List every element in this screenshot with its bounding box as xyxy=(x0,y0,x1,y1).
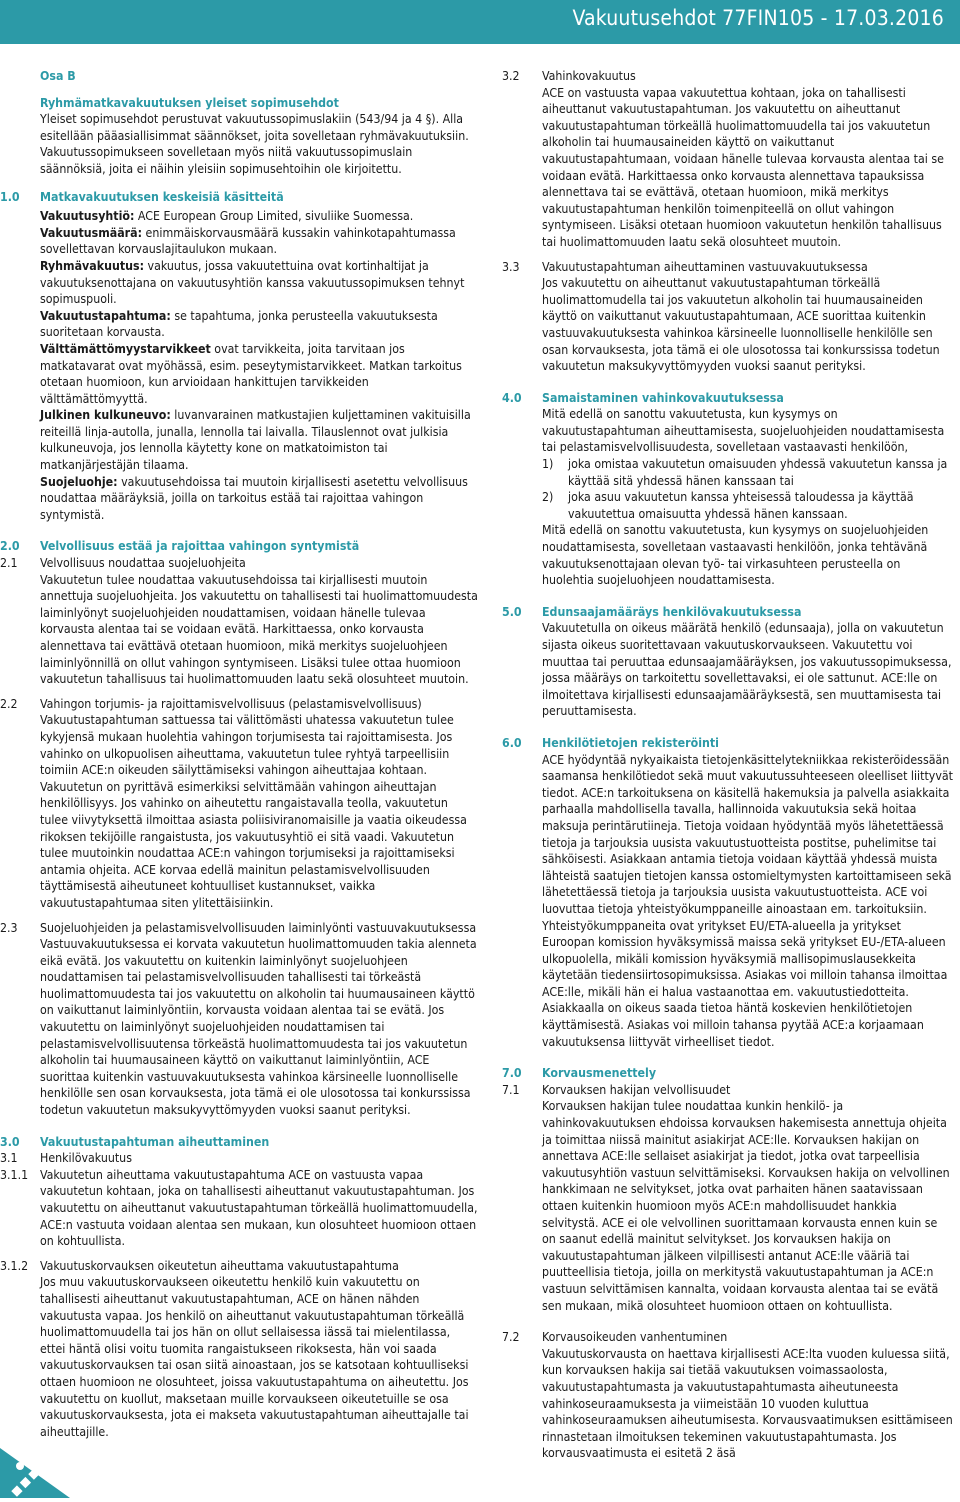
definition-item xyxy=(40,258,478,308)
section-7-number: 7.0 xyxy=(502,1066,522,1081)
subsection-number: 7.2 xyxy=(502,1330,520,1345)
subsection-3-1 xyxy=(0,1150,478,1167)
section-2-title: Velvollisuus estää ja rajoittaa vahingon syntymistä xyxy=(40,539,360,554)
subsection-3-3 xyxy=(502,259,954,375)
section-3-title: Vakuutustapahtuman aiheuttaminen xyxy=(40,1134,270,1149)
subsection-number: 7.1 xyxy=(502,1082,520,1097)
section-6-title: Henkilötietojen rekisteröinti xyxy=(542,735,719,750)
definition-text: luvanvarainen matkustajien kuljettaminen vakituisilla reiteillä linja-autolla, junalla, lennolla tai laivalla. Tilauslennot ovat julkisia kulkuneuvoja, jos lennolla käytetty kone on matkatoimiston tai matkanjärjestäjän tilaama. xyxy=(40,408,471,473)
section-7-title: Korvausmenettely xyxy=(542,1066,657,1081)
subsection-number: 2.3 xyxy=(0,920,18,935)
list-item-text: joka omistaa vakuutetun omaisuuden yhdessä vakuutetun kanssa ja käyttää sitä yhdessä hänen kanssaan tai xyxy=(568,457,948,488)
definition-text: vakuutusehdoissa tai muutoin kirjallisesti asetettu velvollisuus noudattaa määräyksiä, joilla on tarkoitus estää tai rajoittaa vahingon syntymistä. xyxy=(40,474,468,522)
subsection-title: Vahinkovakuutus xyxy=(542,69,636,83)
subsection-text: Korvauksen hakijan tulee noudattaa kunkin henkilö- ja vahinkovakuutuksen ehdoissa korvauksen hakemisesta annettuja ohjeita ja toimittaa niissä mainitut asiakirjat ACE:lle. Korvauksen hakijan on annettava ACE:lle sellaiset asiakirjat ja tiedot, jotka ovat tarpeellisia vakuutusyhtiön vastuun selvittämiseksi. Korvauksen hakija on velvollinen hankkimaan ne selvitykset, jotka ovat parhaiten hänen saatavissaan ottaen kuitenkin huomioon myös ACE:n mahdollisuudet hankkia selvitystä. ACE ei ole velvollinen suorittamaan korvausta ennen kuin se on saanut edellä mainitut selvitykset. Jos korvauksen hakija on vakuutustapahtuman jälkeen vilpillisesti antanut ACE:lle vääriä tai puutteellisia tietoja, joilla on merkitystä vakuutustapahtuman ja ACE:n vastuun selvittämisen kannalta, voidaan korvausta alentaa tai se evätä sen mukaan, mikä olosuhteet huomioon ottaen on kohtuullista. xyxy=(542,1099,950,1313)
subsection-number: 2.2 xyxy=(0,696,18,711)
subsection-7-1 xyxy=(502,1082,954,1314)
definition-item xyxy=(40,407,478,473)
subsection-number: 3.1.1 xyxy=(0,1167,29,1182)
right-column xyxy=(502,68,954,1462)
definition-term: Vakuutustapahtuma: xyxy=(40,308,171,323)
definition-term: Välttämättömyystarvikkeet xyxy=(40,341,211,356)
section-1 xyxy=(0,189,478,524)
subsection-number: 3.2 xyxy=(502,69,520,83)
subsection-title: Velvollisuus noudattaa suojeluohjeita xyxy=(40,556,246,571)
definition-text: se tapahtuma, jonka perusteella vakuutuksesta suoritetaan korvausta. xyxy=(40,308,438,340)
section-4-title: Samaistaminen vahinkovakuutuksessa xyxy=(542,390,784,405)
definition-text: ovat tarvikkeita, joita tarvitaan jos matkatavarat ovat myöhässä, esim. peseytymistarvikkeet. Matkan tarkoitus otetaan huomioon, kun arvioidaan hankittujen tarvikkeiden välttämättömyyttä. xyxy=(40,341,462,406)
subsection-text: ACE on vastuusta vapaa vakuutettua kohtaan, joka on tahallisesti aiheuttanut vakuutustapahtuman. Jos vakuutettu on aiheuttanut vakuutustapahtuman törkeällä huolimattomuudella tai jos vakuutetun alkoholin tai huumausaineiden käyttö on vaikuttanut vakuutustapahtumaan, voidaan hänelle tulevaa korvausta alentaa tai se voidaan evätä. Harkittaessa onko korvausta alennettava tapauksissa alennettava tai se evättävä, otetaan huomioon, mikä merkitys vakuutustapahtuman henkilön toimenpiteellä on ollut vahingon syntymiseen. Lisäksi otetaan huomioon vakuutetun henkilön tahallisuus tai huolimattomuuden laatu sekä olosuhteet muutoin. xyxy=(542,85,944,249)
subsection-title: Vakuutetun aiheuttama vakuutustapahtuma ACE on vastuusta vapaa xyxy=(40,1167,424,1182)
definition-term: Vakuutusmäärä: xyxy=(40,225,143,240)
subsection-text: Vakuutustapahtuman sattuessa tai välittömästi uhatessa vakuutetun tulee kykyjensä mukaan huolehtia vahingon torjumisesta tai rajoittamisesta. Jos vahinko on ulkopuolisen aiheuttama, vakuutetun tulee ryhtyä tarpeellisiin toimiin ACE:n oikeuden säilyttämiseksi vahingon aiheuttajaa kohtaan. Vakuutetun on pyrittävä esimerkiksi selvittämään vahingon aiheuttajan henkilöllisyys. Jos vahinko on aiheutettu rangaistavalla teolla, vakuutetun tulee viivytyksettä ilmoittaa asiasta poliisiviranomaisille ja vaatia oikeudessa rikoksen tekijöille rangaistusta, jos vakuutusyhtiö ei sitä vaadi. Vakuutetun tulee muutoinkin noudattaa ACE:n vahingon torjumiseksi ja rajoittamiseksi antamia ohjeita. ACE korvaa edellä mainitun pelastamisvelvollisuuden täyttämisestä aiheutuneet kohtuulliset kustannukset, vaikka vakuutustapahtumaa siten ylitettäisiinkin. xyxy=(40,713,467,910)
section-6-number: 6.0 xyxy=(502,735,522,750)
subsection-3-1-1 xyxy=(0,1167,478,1250)
subsection-title: Henkilövakuutus xyxy=(40,1151,132,1166)
section-2-number: 2.0 xyxy=(0,539,20,554)
definition-term: Julkinen kulkuneuvo: xyxy=(40,408,171,423)
definition-text: ACE European Group Limited, sivuliike Suomessa. xyxy=(134,209,414,224)
subsection-number: 3.1 xyxy=(0,1151,18,1166)
definition-item xyxy=(40,308,478,341)
section-2 xyxy=(0,538,478,555)
section-6 xyxy=(502,735,954,1050)
subsection-7-2 xyxy=(502,1329,954,1462)
section-4-text: Mitä edellä on sanottu vakuutetusta, kun kysymys on vakuutustapahtuman aiheuttamisesta, suojeluohjeiden noudattamisesta tai pelastamisvelvollisuudesta, sovelletaan vastaavasti henkilöön, xyxy=(542,407,945,455)
list-item xyxy=(542,456,954,489)
subsection-title: Korvausoikeuden vanhentuminen xyxy=(542,1330,728,1345)
subsection-number: 2.1 xyxy=(0,556,18,571)
definition-term: Vakuutusyhtiö: xyxy=(40,209,135,224)
section-7 xyxy=(502,1065,954,1082)
section-6-text: ACE hyödyntää nykyaikaista tietojenkäsittelytekniikkaa rekisteröidessään saamansa henkilötiedot sekä muut vakuutussuhteeseen oleelliset liittyvät tiedot. ACE:n tarkoituksena on käsitellä hakemuksia ja palvella asiakkaita parhaalla mahdollisella tavalla, hallinnoida vakuutuksia sekä hoitaa maksuja perintärutiineja. Tietoja voidaan hyödyntää myös lähetettäessä tietoja ja tarjouksia uusista vakuutustuotteista postitse, puhelimitse tai sähköisesti. Asiakkaan antamia tietoja voidaan käyttää yhdessä muista lähteistä saatujen tietojen kanssa ostomieltymysten kartoittamiseen sekä lähetettäessä tietoja ja tarjouksia uusista vakuutustuotteista. ACE voi luovuttaa tietoja yhteistyökumppaneille ainoastaan em. tarkoituksiin. Yhteistyökumppaneita ovat yritykset EU/ETA-alueella ja yritykset Euroopan komission hyväksymissä maissa sekä yritykset EU-/ETA-alueen ulkopuolella, mikäli komission hyväksymiä mallisopimuslausekkeita käytetään tiedensiirtosopimuksissa. Asiakas voi milloin tahansa ilmoittaa ACE:lle, mikäli hän ei halua vastaanottaa em. vakuutustiedotteita. Asiakkaalla on oikeus saada tietoa häntä koskevien henkilötietojen käyttämisestä. Asiakas voi milloin tahansa pyytää ACE:a korjaamaan vakuutuksensa liittyvät virheelliset tiedot. xyxy=(542,752,954,1049)
section-1-title: Matkavakuutuksen keskeisiä käsitteitä xyxy=(40,189,284,204)
subsection-text: Vakuutuskorvausta on haettava kirjallisesti ACE:lta vuoden kuluessa siitä, kun korvauksen hakija sai tietää vakuutuksen voimassaolosta, vakuutustapahtumasta ja vakuutustapahtumasta aiheutuneesta vahinkoseuraamuksesta ja viimeistään 10 vuoden kuluttua vahinkoseuraamuksen aiheutumisesta. Korvausvaatimuksen esittämiseen rinnastetaan ilmoituksen tekeminen vakuutustapahtumasta. Jos korvausvaatimusta ei esitetä 2 äsä xyxy=(542,1346,953,1461)
section-4 xyxy=(502,390,954,589)
subsection-text: Vakuutetun tulee noudattaa vakuutusehdoissa tai kirjallisesti muutoin annettuja suojeluohjeita. Jos vakuutettu on tahallisesti tai huolimattomuudesta laiminlyönyt suojeluohjeiden noudattamisen, voidaan hänelle tulevaa korvausta alentaa tai se voidaan evätä. Harkittaessa, onko korvausta alennettava tai evättävä otetaan huomioon, mikä merkitys suojeluohjeen laiminlyönnillä on ollut vahingon syntymiseen. Lisäksi tulee ottaa huomioon vakuutetun tahallisuus tai huolimattomuuden laatu sekä olosuhteet muutoin. xyxy=(40,572,478,687)
subsection-2-2 xyxy=(0,696,478,912)
part-label: Osa B xyxy=(40,69,76,83)
section-5-text: Vakuutetulla on oikeus määrätä henkilö (edunsaaja), jolla on vakuutetun sijasta oikeus suoritettavaan vakuutuskorvaukseen. Vakuutettu voi muuttaa tai peruuttaa edunsaajamääräyksen, jos vakuutussopimuksessa, jossa määräys on tarkoitettu sovellettavaksi, ei ole sattunut. ACE:lle on ilmoitettava kirjallisesti edunsaajamääräyksestä, sen muuttamisesta tai peruuttamisesta. xyxy=(542,621,952,719)
subsection-number: 3.3 xyxy=(502,259,520,274)
subsection-text: vakuutetun kohtaan, joka on tahallisesti aiheuttanut vakuutustapahtuman. Jos vakuutettu on aiheuttanut vakuutustapahtuman törkeällä huolimattomuudella, ACE:n vastuuta voidaan alentaa sen mukaan, kun olosuhteet huomioon ottaen on kohtuullista. xyxy=(40,1184,478,1249)
subsection-2-1 xyxy=(0,555,478,688)
list-item-number: 2) xyxy=(542,490,554,505)
definition-item xyxy=(40,208,478,225)
section-5-title: Edunsaajamääräys henkilövakuutuksessa xyxy=(542,604,802,619)
subsection-title: Vakuutuskorvauksen oikeutetun aiheuttama vakuutustapahtuma xyxy=(40,1258,399,1273)
subsection-text: Jos muu vakuutuskorvaukseen oikeutettu henkilö kuin vakuutettu on tahallisesti aiheuttanut vakuutustapahtuman, ACE on hänen nähden vakuutusta vapaa. Jos henkilö on aiheuttanut vakuutustapahtuman törkeällä huolimattomuudella tai jos hän on ollut sellaisessa iässä tai mielentilassa, ettei häntä olisi voitu tuomita rangaistukseen rikoksesta, hän voi saada vakuutuskorvauksen tai osan siitä ainoastaan, jos se katsotaan kohtuulliseksi ottaen huomioon ne olosuhteet, joissa vakuutustapahtuma on aiheutettu. Jos vakuutettu on kuollut, maksetaan muille korvaukseen oikeutetuille se osa vakuutuskorvauksesta, jota ei makseta vakuutustapahtuman aiheuttajalle tai aiheuttajille. xyxy=(40,1275,469,1439)
subsection-title: Korvauksen hakijan velvollisuudet xyxy=(542,1082,731,1097)
ace-logo-icon xyxy=(0,1426,82,1498)
definition-term: Ryhmävakuutus: xyxy=(40,258,145,273)
subsection-title: Vakuutustapahtuman aiheuttaminen vastuuvakuutuksessa xyxy=(542,259,868,274)
definition-term: Suojeluohje: xyxy=(40,474,118,489)
definition-item xyxy=(40,225,478,258)
subsection-title: Suojeluohjeiden ja pelastamisvelvollisuuden laiminlyönti vastuuvakuutuksessa xyxy=(40,920,477,935)
list-item xyxy=(542,489,954,522)
list-item-text: joka asuu vakuutetun kanssa yhteisessä taloudessa ja käyttää vakuutettua omaisuutta yhdessä hänen kanssaan. xyxy=(568,490,914,521)
definition-text: vakuutus, jossa vakuutettuina ovat kortinhaltijat ja vakuutuksenottajana on vakuutusyhtiön kanssa vakuutussopimuksen tehnyt sopimuspuoli. xyxy=(40,258,465,307)
subsection-number: 3.1.2 xyxy=(0,1258,29,1273)
section-5 xyxy=(502,604,954,720)
definition-text: enimmäiskorvausmäärä kussakin vahinkotapahtumassa sovellettavan korvauslajitaulukon mukaan. xyxy=(40,225,456,257)
intro-title: Ryhmämatkavakuutuksen yleiset sopimusehdot xyxy=(40,95,339,110)
section-3 xyxy=(0,1134,478,1151)
left-column xyxy=(0,68,478,1440)
subsection-text: Vastuuvakuutuksessa ei korvata vakuutetun huolimattomuuden takia alenneta eikä evätä. Jos vakuutettu on kuitenkin laiminlyönyt suojeluohjeen noudattamisen tai pelastamisvelvollisuuden tahallisesti tai törkeästä huolimattomuudesta tai jos vakuutettu on alkoholin tai huumausaineen käyttö on vaikuttanut laiminlyöntiin, korvausta voidaan alentaa tai se evätä. Jos vakuutettu on laiminlyönyt suojeluohjeiden noudattamisen tai pelastamisvelvollisuutensa törkeästä huolimattomuudesta tai jos vakuutetun alkoholin tai huumausaineen käyttö on vaikuttanut laiminlyöntiin, ACE suorittaa kuitenkin vastuuvakuutuksesta vahinkoa kärsineelle luonnolliselle henkilölle sen osan korvauksesta, jota tämä ei ole ulosotossa tai konkurssissa todetun vakuutetun maksukyvyttömyyden vuoksi saanut perityksi. xyxy=(40,937,477,1118)
section-1-number: 1.0 xyxy=(0,189,20,204)
subsection-3-1-2 xyxy=(0,1258,478,1441)
subsection-2-3 xyxy=(0,920,478,1119)
section-4-text-2: Mitä edellä on sanottu vakuutetusta, kun kysymys on suojeluohjeiden noudattamisesta, sovelletaan vastaavasti henkilöön, jonka tehtävänä vakuutuksenottajaan olevan työ- tai virkasuhteen perusteella on huolehtia suojeluohjeen noudattamisesta. xyxy=(542,523,929,588)
subsection-title: Vahingon torjumis- ja rajoittamisvelvollisuus (pelastamisvelvollisuus) xyxy=(40,696,422,711)
header-bar xyxy=(0,0,960,44)
intro-text: Yleiset sopimusehdot perustuvat vakuutussopimuslakiin (543/94 ja 4 §). Alla esitellään pääasiallisimmat säännökset, joita sovelletaan ryhmävakuutuksiin. Vakuutussopimukseen sovelletaan myös niitä vakuutussopimuslain säännöksiä, joita ei näihin yleisiin sopimusehtoihin ole kirjoitettu. xyxy=(40,112,469,176)
definition-item xyxy=(40,474,478,524)
section-4-number: 4.0 xyxy=(502,390,522,405)
list-item-number: 1) xyxy=(542,457,554,472)
section-5-number: 5.0 xyxy=(502,604,522,619)
document-title: Vakuutusehdot 77FIN105 - 17.03.2016 xyxy=(572,6,944,30)
subsection-text: Jos vakuutettu on aiheuttanut vakuutustapahtuman törkeällä huolimattomudella tai jos vakuutetun alkoholin tai huumausaineiden käyttö on vaikuttanut vakuutustapahtumaan, ACE suorittaa kuitenkin vastuuvakuutuksesta vahinkoa kärsineelle luonnolliselle henkilölle sen osan korvauksesta, jota tämä ei ole ulosotossa tai konkurssissa todetun vakuutetun maksukyvyttömyyden vuoksi saanut perityksi. xyxy=(542,276,940,374)
subsection-3-2 xyxy=(502,68,954,251)
definition-item xyxy=(40,341,478,407)
section-3-number: 3.0 xyxy=(0,1134,20,1149)
